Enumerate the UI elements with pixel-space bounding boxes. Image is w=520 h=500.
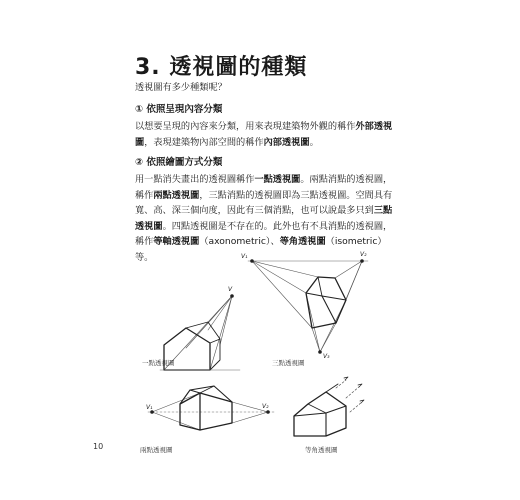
section2-b3: 三點透視圖 <box>135 205 393 232</box>
isometric-caption: 等角透視圖 <box>305 446 338 454</box>
two-point-sketch <box>148 386 275 430</box>
section2-b1: 一點透視圖 <box>254 174 301 185</box>
three-point-sketch <box>248 260 368 354</box>
two-point-v1-label: V₁ <box>146 404 153 411</box>
section2-b4: 等軸透視圖 <box>153 236 200 247</box>
page-number: 10 <box>93 442 104 451</box>
section2-b5: 等角透視圖 <box>279 236 326 247</box>
two-point-caption: 兩點透視圖 <box>140 446 173 454</box>
section1-heading: ① 依照呈現內容分類 <box>135 104 223 115</box>
page-title: 3. 透視圖的種類 <box>135 55 308 80</box>
one-point-caption: 一點透視圖 <box>142 359 175 367</box>
three-point-v2-label: V₂ <box>360 251 367 258</box>
three-point-v3-label: V₃ <box>323 353 330 360</box>
section2-t2: 。兩點消點的透視圖，稱作 <box>135 174 393 201</box>
section1-text-c: 。 <box>309 136 319 148</box>
three-point-v1-label: V₁ <box>241 253 248 260</box>
three-point-caption: 三點透視圖 <box>272 359 305 367</box>
section2-t5: （axonometric）、 <box>199 236 280 247</box>
section2-t6: （isometric）等。 <box>135 236 387 263</box>
section2-b2: 兩點透視圖 <box>153 189 200 201</box>
intro-text: 透視圖有多少種類呢？ <box>135 82 227 93</box>
two-point-v2-label: V₂ <box>262 403 269 410</box>
one-point-v-label: V <box>228 286 233 293</box>
section1-bold-a: 外部透視圖 <box>135 121 393 148</box>
section1-bold-b: 內部透視圖 <box>263 136 310 148</box>
section1-text-b: ，表現建築物內部空間的稱作 <box>144 136 264 148</box>
section2-t4: 。四點透視圖是不存在的。此外也有不具消點的透視圖，稱作 <box>135 220 393 247</box>
isometric-sketch <box>294 377 364 436</box>
section1-text-a: 以想要呈現的內容來分類，用來表現建築物外觀的稱作 <box>135 121 356 132</box>
section2-t3: ，三點消點的透視圖即為三點透視圖。空間具有寬、高、深三個向度，因此有三個消點，也可以說最多只到 <box>135 189 393 216</box>
section2-heading: ② 依照繪圖方式分類 <box>135 157 223 168</box>
section2-t1: 用一點消失畫出的透視圖稱作 <box>135 174 255 185</box>
